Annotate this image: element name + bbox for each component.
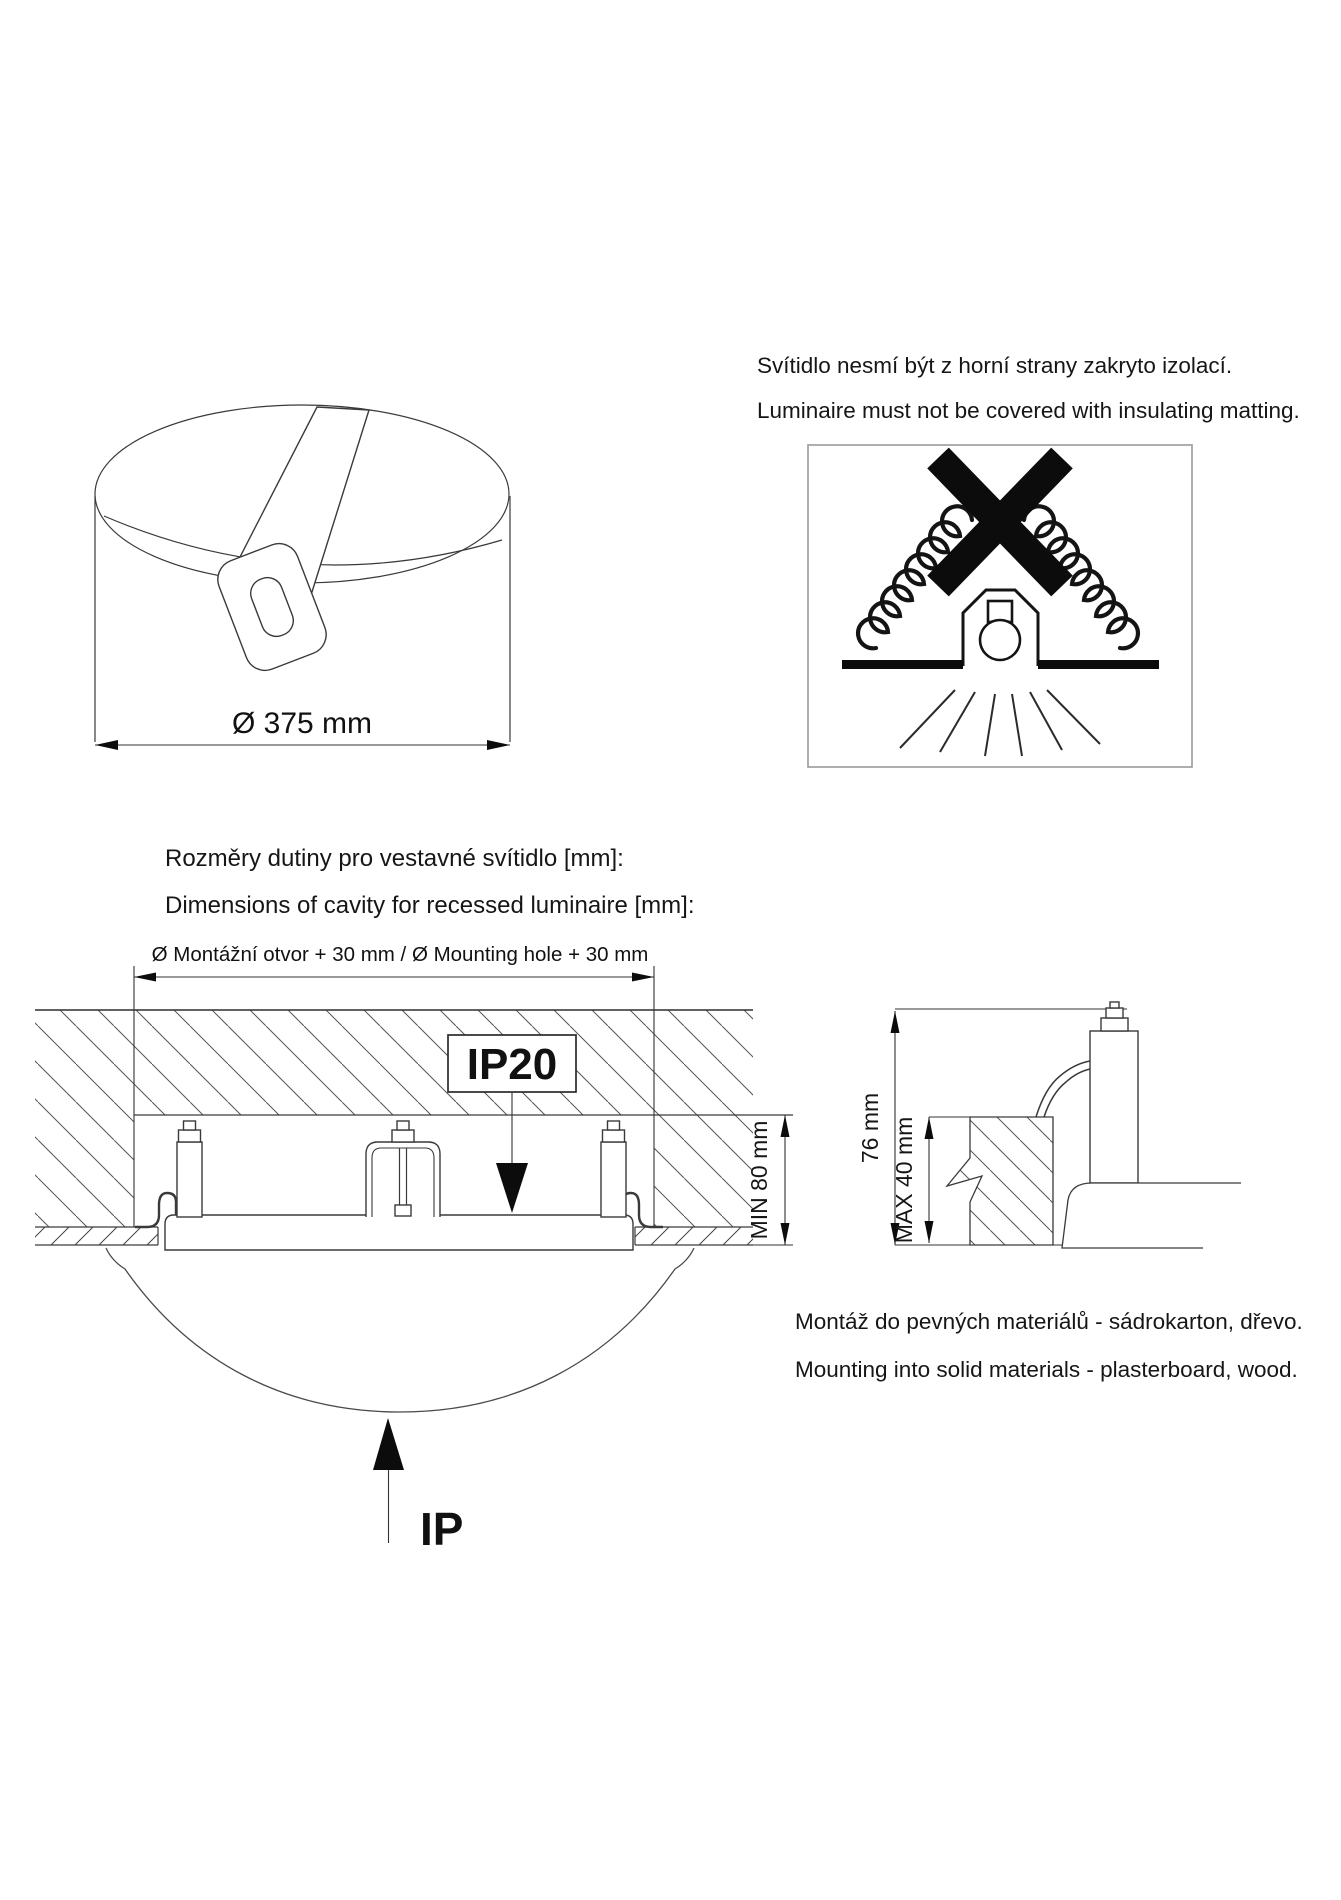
- mounting-note-cz: Montáž do pevných materiálů - sádrokarton, dřevo.: [795, 1309, 1303, 1334]
- diameter-label: Ø 375 mm: [231, 707, 373, 740]
- ip-arrowhead: [373, 1418, 404, 1470]
- ip-arrow-label: IP: [420, 1503, 464, 1555]
- slab-hatch-top-band: [35, 1010, 753, 1115]
- insulation-note-cz: Svítidlo nesmí být z horní strany zakryto izolací.: [757, 353, 1233, 378]
- side-mounting-detail: [857, 1002, 1241, 1248]
- hole-cutting-diagram: [95, 405, 510, 750]
- mounting-post-right: [601, 1121, 626, 1217]
- pictogram-ceiling-left: [842, 660, 963, 669]
- dimension-arrow-up: [891, 1011, 900, 1033]
- max-thickness-label: MAX 40 mm: [891, 1116, 917, 1244]
- main-cross-section: [35, 943, 793, 1555]
- detail-spring-clip-outer: [1036, 1061, 1090, 1117]
- panel-hatch-right: [635, 1227, 753, 1245]
- pictogram-lamp-bulb: [980, 620, 1020, 660]
- hole-dimension-label: Ø Montážní otvor + 30 mm / Ø Mounting hole + 30 mm: [151, 943, 649, 966]
- bracket-rod-foot: [395, 1205, 411, 1216]
- detail-post-screw: [1106, 1008, 1123, 1018]
- min-depth-label: MIN 80 mm: [746, 1120, 772, 1240]
- bracket-nut: [392, 1130, 414, 1142]
- pictogram-ceiling-right: [1038, 660, 1159, 669]
- ip-rating-label: IP20: [466, 1040, 558, 1089]
- cavity-heading-en: Dimensions of cavity for recessed luminaire [mm]:: [165, 892, 695, 919]
- dimension-arrow-left: [134, 973, 156, 982]
- detail-mounting-post: [1090, 1031, 1138, 1183]
- mounting-bracket-center: [366, 1121, 440, 1217]
- slab-hatch-left-wall: [35, 1115, 134, 1227]
- cavity-heading-cz: Rozměry dutiny pro vestavné svítidlo [mm]:: [165, 845, 624, 872]
- panel-hatch-left: [35, 1227, 158, 1245]
- post-screw-cap: [184, 1121, 196, 1130]
- mounting-post-left: [177, 1121, 202, 1217]
- height-label: 76 mm: [857, 1092, 883, 1164]
- dimension-arrow-left: [95, 740, 118, 750]
- post-screw-cap: [608, 1121, 620, 1130]
- slab-hatch-right-wall: [654, 1115, 753, 1227]
- ip-rating-arrowhead: [496, 1163, 528, 1213]
- insulation-note-en: Luminaire must not be covered with insulating matting.: [757, 398, 1300, 423]
- detail-post-screw-tip: [1110, 1002, 1119, 1008]
- post-nut: [179, 1130, 201, 1142]
- dimension-arrow-right: [487, 740, 510, 750]
- luminaire-canopy: [165, 1215, 633, 1250]
- detail-canopy: [1062, 1183, 1241, 1248]
- dimension-arrow-down: [781, 1223, 790, 1245]
- dimension-arrow-up: [781, 1115, 790, 1137]
- post-nut: [603, 1130, 625, 1142]
- detail-spring-clip-inner: [1044, 1069, 1090, 1117]
- dome-diffuser: [106, 1248, 694, 1412]
- detail-post-nut: [1101, 1018, 1128, 1031]
- no-insulation-pictogram: [808, 445, 1192, 767]
- mounting-note-en: Mounting into solid materials - plasterboard, wood.: [795, 1357, 1298, 1382]
- bracket-screw-cap: [397, 1121, 409, 1130]
- dimension-arrow-right: [632, 973, 654, 982]
- dimension-arrow-up: [925, 1117, 934, 1139]
- dimension-arrow-down: [925, 1221, 934, 1243]
